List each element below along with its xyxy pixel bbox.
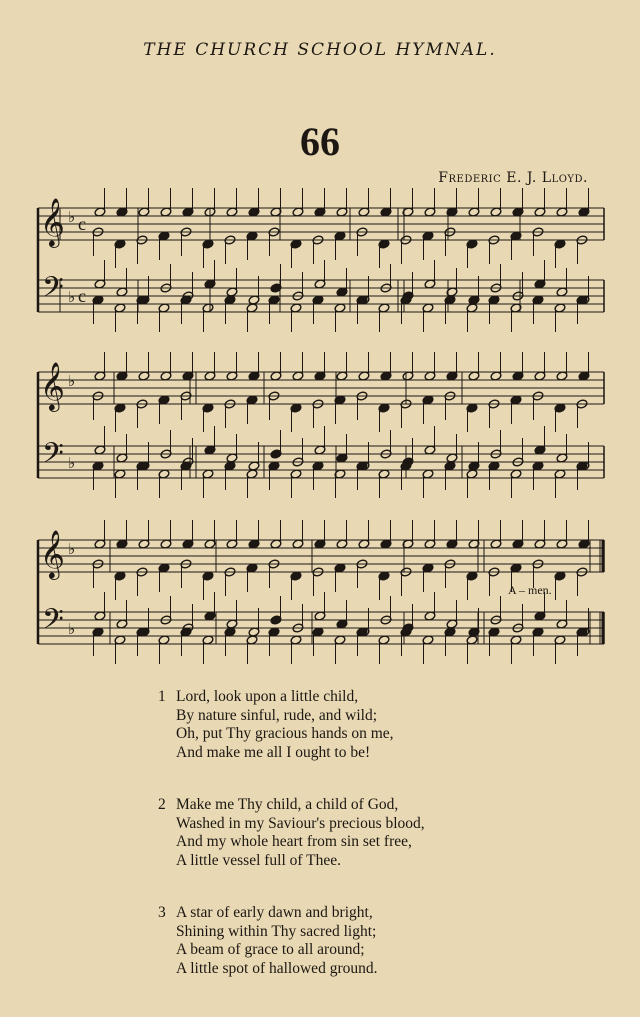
verse-line: A star of early dawn and bright, (176, 904, 373, 921)
flat-icon: ♭ (68, 540, 76, 558)
verse-line: And my whole heart from sin set free, (176, 833, 412, 850)
flat-icon: ♭ (68, 372, 76, 390)
verse-line: Lord, look upon a little child, (176, 688, 359, 705)
flat-icon: ♭ (68, 620, 76, 638)
verse-line: Oh, put Thy gracious hands on me, (176, 725, 394, 742)
verse-1 (158, 688, 394, 762)
hymn-number: 66 (300, 119, 340, 164)
treble-clef-icon: 𝄞 (40, 197, 65, 246)
verse-number: 2 (158, 796, 166, 813)
verse-2 (158, 796, 425, 870)
verse-line: Make me Thy child, a child of God, (176, 796, 399, 813)
flat-icon: ♭ (68, 454, 76, 472)
time-signature: c (78, 214, 86, 234)
running-title: THE CHURCH SCHOOL HYMNAL. (143, 40, 497, 60)
verse-line: Washed in my Saviour's precious blood, (176, 814, 425, 832)
treble-clef-icon: 𝄞 (40, 361, 65, 410)
verse-line: Shining within Thy sacred light; (176, 922, 377, 940)
flat-icon: ♭ (68, 208, 76, 226)
verse-number: 1 (158, 688, 166, 705)
verse-line: A little spot of hallowed ground. (176, 959, 378, 977)
verse-line: And make me all I ought to be! (176, 743, 371, 761)
bass-clef-icon: 𝄢 (42, 271, 64, 311)
verse-3 (158, 904, 377, 978)
verse-line: A beam of grace to all around; (176, 941, 365, 958)
composer-credit: Frederic E. J. Lloyd. (438, 170, 588, 186)
treble-clef-icon: 𝄞 (40, 529, 65, 578)
verse-number: 3 (158, 904, 166, 921)
verse-line: A little vessel full of Thee. (176, 851, 342, 869)
verse-line: By nature sinful, rude, and wild; (176, 706, 378, 724)
bass-clef-icon: 𝄢 (42, 437, 64, 477)
bass-clef-icon: 𝄢 (42, 603, 64, 643)
time-signature: c (78, 286, 86, 306)
flat-icon: ♭ (68, 288, 76, 306)
amen-label: A – men. (508, 583, 552, 597)
